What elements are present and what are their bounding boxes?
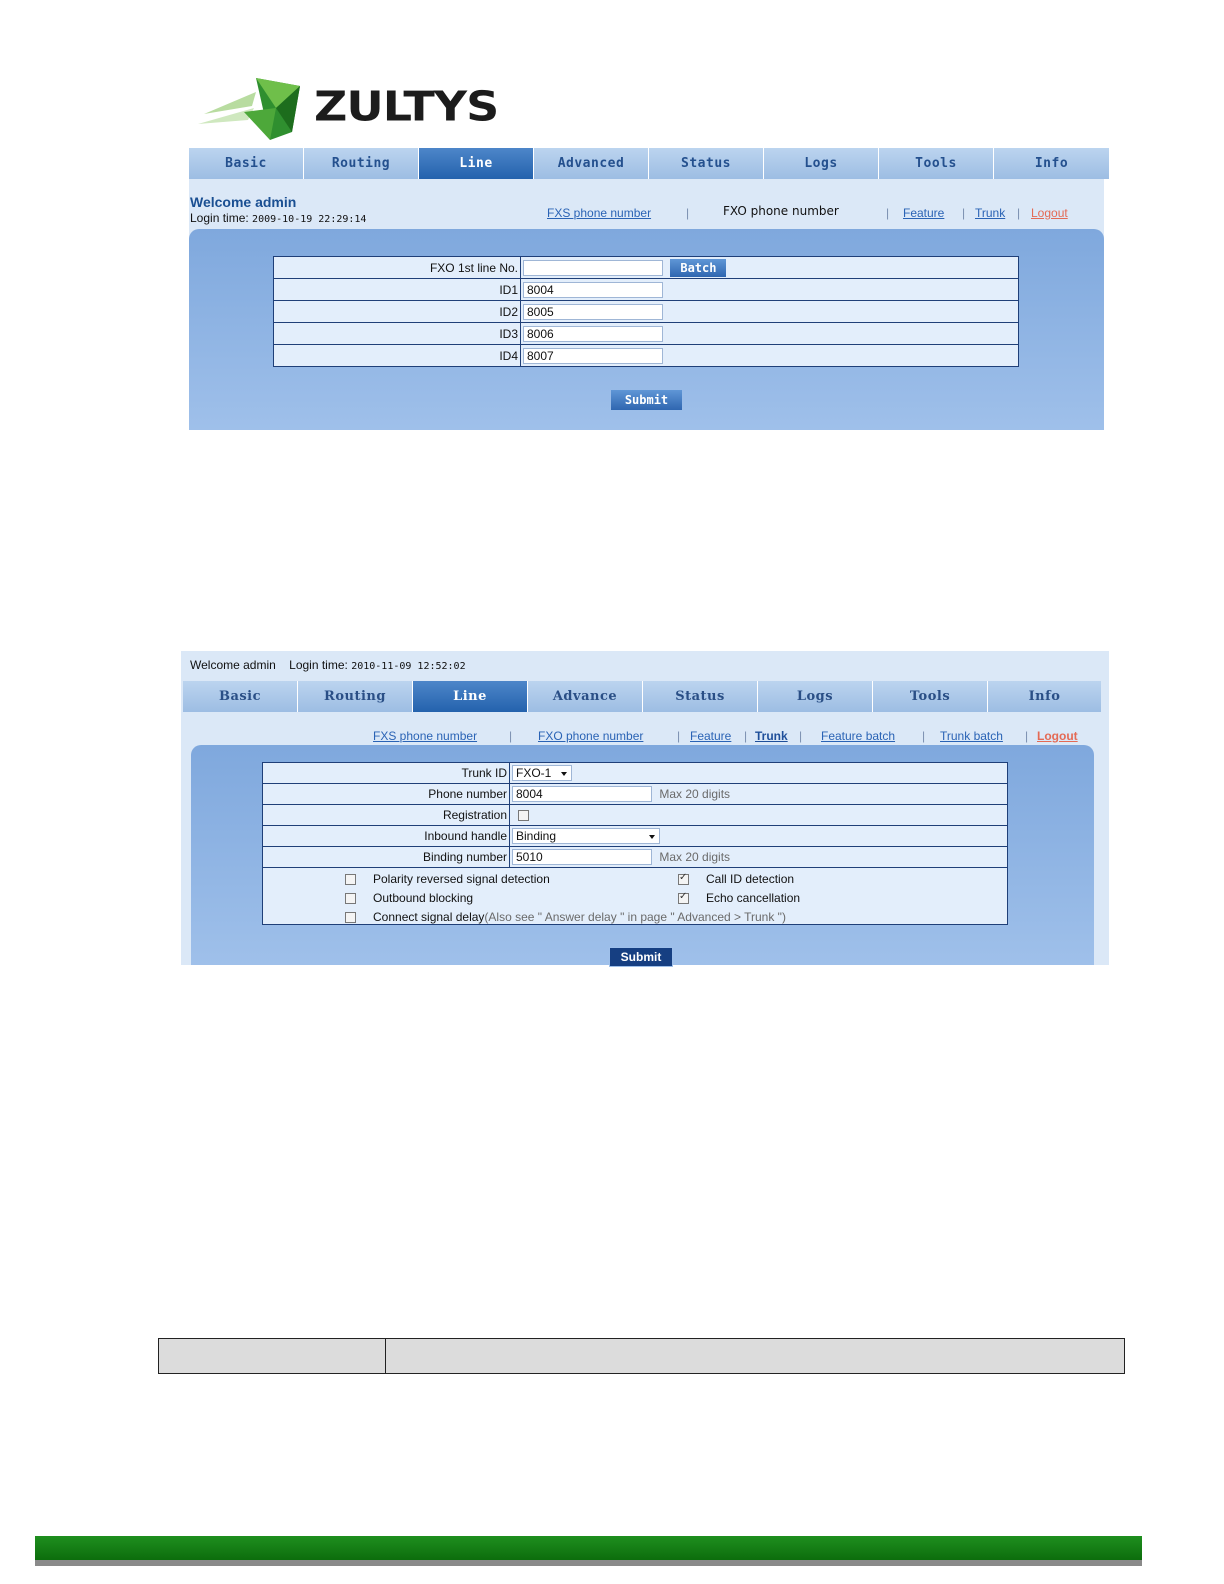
first-line-label: FXO 1st line No. <box>274 257 521 279</box>
table-row <box>274 279 1019 301</box>
inbound-handle-select[interactable] <box>512 828 660 844</box>
connect-delay-note: (Also see " Answer delay " in page " Advanced > Trunk ") <box>484 910 786 924</box>
login-label: Login time: <box>190 211 249 225</box>
content-panel <box>189 229 1104 430</box>
phone-number-input[interactable]: 8004 <box>512 786 652 802</box>
main-nav <box>183 681 1101 712</box>
footer-green-bar <box>35 1536 1142 1560</box>
connect-delay-checkbox[interactable] <box>345 912 356 923</box>
id3-input[interactable]: 8006 <box>523 326 663 342</box>
binding-number-input[interactable]: 5010 <box>512 849 652 865</box>
tab-logs[interactable]: Logs <box>764 148 879 179</box>
login-label: Login time: <box>289 658 348 672</box>
id3-cell <box>521 323 1019 345</box>
first-line-cell <box>521 257 1019 279</box>
table-row <box>274 345 1019 367</box>
main-nav <box>189 148 1109 179</box>
echo-option <box>678 891 800 905</box>
fxo-phone-number-screenshot <box>189 148 1104 430</box>
id2-cell <box>521 301 1019 323</box>
callid-checkbox[interactable] <box>678 874 689 885</box>
table-divider <box>385 1339 386 1373</box>
welcome-text: Welcome admin <box>190 194 297 210</box>
tab-advanced[interactable]: Advanced <box>534 148 649 179</box>
logout-link[interactable]: Logout <box>1037 729 1078 743</box>
separator: | <box>799 729 803 743</box>
logout-link[interactable]: Logout <box>1031 206 1068 220</box>
outbound-option <box>345 891 473 905</box>
outbound-checkbox[interactable] <box>345 893 356 904</box>
id4-cell <box>521 345 1019 367</box>
sublink-logout-wrap <box>1031 206 1068 220</box>
sublink-feature[interactable]: Feature <box>903 206 945 220</box>
trunk-id-value: FXO-1 <box>516 766 552 780</box>
tab-info[interactable]: Info <box>988 681 1101 712</box>
zultys-logo <box>196 72 526 144</box>
sublink-trunk[interactable]: Trunk <box>975 206 1006 220</box>
echo-checkbox[interactable] <box>678 893 689 904</box>
inbound-handle-label: Inbound handle <box>263 826 510 847</box>
echo-label: Echo cancellation <box>706 891 801 905</box>
sublink-trunk-wrap <box>975 206 1005 220</box>
phone-number-label: Phone number <box>263 784 510 805</box>
trunk-id-cell <box>510 763 1008 784</box>
id1-label: ID1 <box>274 279 521 301</box>
empty-table <box>158 1338 1125 1374</box>
polarity-label: Polarity reversed signal detection <box>373 872 550 886</box>
binding-number-cell <box>510 847 1008 868</box>
sublink-fxo-wrap <box>538 729 643 743</box>
id1-input[interactable]: 8004 <box>523 282 663 298</box>
sublink-trunk-batch-wrap <box>940 729 1003 743</box>
tab-basic[interactable]: Basic <box>189 148 304 179</box>
separator: | <box>686 206 690 220</box>
tab-line[interactable]: Line <box>419 148 534 179</box>
login-time <box>190 211 366 225</box>
sublink-fxs-wrap <box>373 729 477 743</box>
tab-line[interactable]: Line <box>413 681 528 712</box>
table-row <box>263 826 1008 847</box>
tab-basic[interactable]: Basic <box>183 681 298 712</box>
separator: | <box>677 729 681 743</box>
logo-text: ZULTYS <box>314 82 499 131</box>
id4-input[interactable]: 8007 <box>523 348 663 364</box>
registration-checkbox[interactable] <box>518 810 529 821</box>
header-bar <box>190 658 466 672</box>
registration-cell <box>510 805 1008 826</box>
registration-label: Registration <box>263 805 510 826</box>
binding-number-hint: Max 20 digits <box>659 850 731 864</box>
fxo-number-form <box>273 256 1019 367</box>
separator: | <box>1025 729 1029 743</box>
tab-routing[interactable]: Routing <box>304 148 419 179</box>
polarity-checkbox[interactable] <box>345 874 356 885</box>
table-row <box>263 868 1008 925</box>
separator: | <box>744 729 748 743</box>
options-cell <box>263 868 1008 925</box>
id1-cell <box>521 279 1019 301</box>
connect-delay-label: Connect signal delay <box>373 910 485 924</box>
sublink-fxs-wrap <box>547 206 651 220</box>
id3-label: ID3 <box>274 323 521 345</box>
sublink-feature-wrap <box>903 206 944 220</box>
batch-button[interactable]: Batch <box>670 259 726 277</box>
sublink-fxo-phone-number[interactable]: FXO phone number <box>538 729 644 743</box>
login-time-value: 2009-10-19 22:29:14 <box>252 214 367 225</box>
phone-number-cell <box>510 784 1008 805</box>
tab-status[interactable]: Status <box>649 148 764 179</box>
tab-tools[interactable]: Tools <box>879 148 994 179</box>
table-row <box>263 784 1008 805</box>
separator: | <box>962 206 966 220</box>
inbound-handle-value: Binding <box>516 829 557 843</box>
tab-routing[interactable]: Routing <box>298 681 413 712</box>
chevron-down-icon <box>561 772 567 776</box>
trunk-id-select[interactable] <box>512 765 572 781</box>
sublink-feature[interactable]: Feature <box>690 729 732 743</box>
login-time-value: 2010-11-09 12:52:02 <box>351 661 466 672</box>
trunk-form <box>262 762 1008 925</box>
table-row <box>274 323 1019 345</box>
welcome-text: Welcome admin <box>190 658 276 672</box>
sublink-feature-batch-wrap <box>821 729 895 743</box>
table-row <box>263 805 1008 826</box>
sublink-feature-batch[interactable]: Feature batch <box>821 729 896 743</box>
sublink-feature-wrap <box>690 729 731 743</box>
outbound-label: Outbound blocking <box>373 891 474 905</box>
trunk-settings-screenshot <box>181 651 1109 965</box>
tab-tools[interactable]: Tools <box>873 681 988 712</box>
sublink-trunk-batch[interactable]: Trunk batch <box>940 729 1003 743</box>
sublink-fxs-phone-number[interactable]: FXS phone number <box>547 206 652 220</box>
id2-input[interactable]: 8005 <box>523 304 663 320</box>
table-row <box>274 257 1019 279</box>
separator: | <box>509 729 513 743</box>
table-row <box>263 847 1008 868</box>
footer-grey-bar <box>35 1560 1142 1566</box>
submit-button[interactable]: Submit <box>609 947 673 967</box>
tab-status[interactable]: Status <box>643 681 758 712</box>
first-line-input[interactable] <box>523 260 663 276</box>
separator: | <box>922 729 926 743</box>
sublink-logout-wrap <box>1037 729 1078 743</box>
table-row <box>274 301 1019 323</box>
callid-label: Call ID detection <box>706 872 795 886</box>
callid-option <box>678 872 794 886</box>
sublink-trunk-current[interactable]: Trunk <box>755 729 788 743</box>
submit-button[interactable]: Submit <box>611 390 682 410</box>
id2-label: ID2 <box>274 301 521 323</box>
sublink-fxo-current: FXO phone number <box>723 204 839 218</box>
separator: | <box>1017 206 1021 220</box>
id4-label: ID4 <box>274 345 521 367</box>
trunk-id-label: Trunk ID <box>263 763 510 784</box>
content-panel <box>191 745 1094 965</box>
inbound-handle-cell <box>510 826 1008 847</box>
sublink-fxs-phone-number[interactable]: FXS phone number <box>373 729 478 743</box>
connect-delay-option <box>345 910 786 924</box>
binding-number-label: Binding number <box>263 847 510 868</box>
sublink-trunk-wrap <box>755 729 788 743</box>
phone-number-hint: Max 20 digits <box>659 787 731 801</box>
polarity-option <box>345 872 550 886</box>
chevron-down-icon <box>649 835 655 839</box>
separator: | <box>886 206 890 220</box>
tab-info[interactable]: Info <box>994 148 1109 179</box>
tab-logs[interactable]: Logs <box>758 681 873 712</box>
tab-advance[interactable]: Advance <box>528 681 643 712</box>
logo-mark-icon <box>196 72 311 144</box>
table-row <box>263 763 1008 784</box>
